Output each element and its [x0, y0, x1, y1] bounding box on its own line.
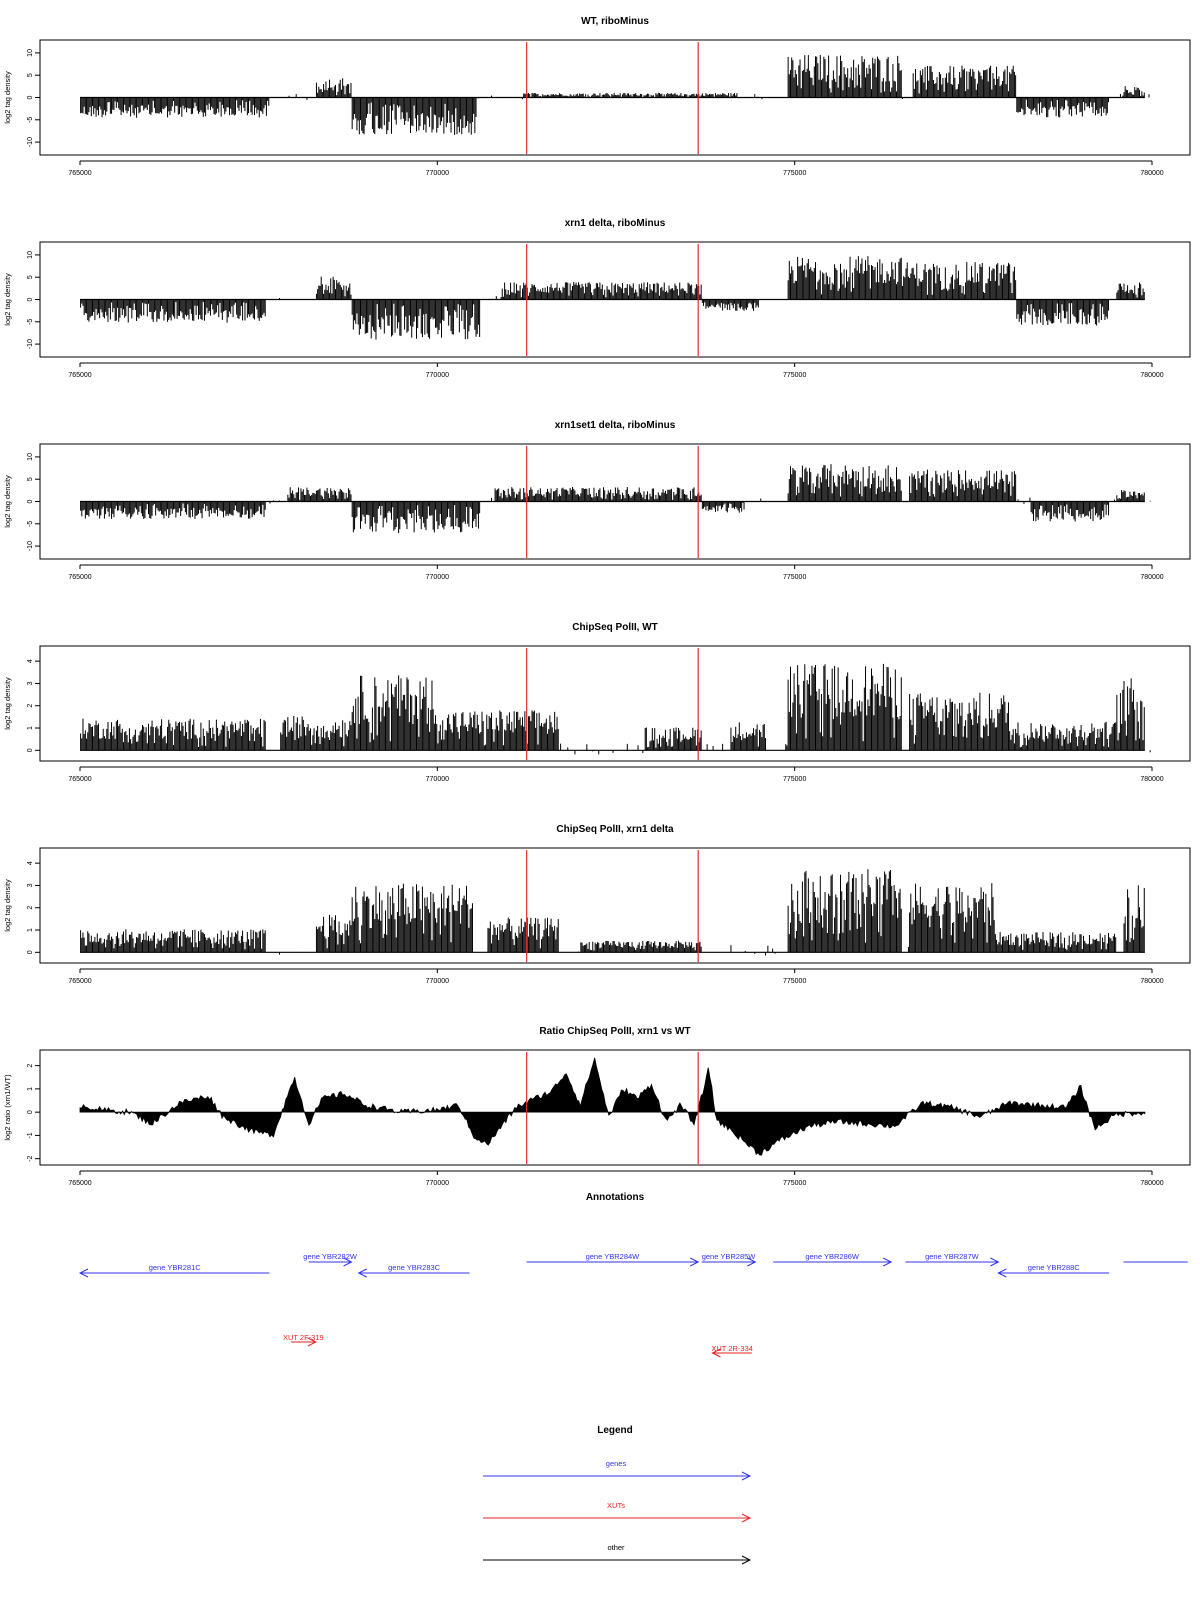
x-tick-label: 770000: [425, 776, 450, 783]
y-tick-label: 2: [27, 905, 34, 910]
y-tick-label: 5: [27, 73, 34, 78]
gene-arrow: [80, 1263, 269, 1277]
panel-2: [3, 218, 1190, 379]
signal-bars: [81, 256, 1145, 339]
gene-label: gene YBR284W: [585, 1252, 640, 1261]
x-tick-label: 780000: [1140, 372, 1164, 379]
gene-label: gene YBR287W: [925, 1252, 979, 1261]
legend-item-arrow: [483, 1501, 750, 1522]
panel-title: ChipSeq PolII, WT: [572, 622, 658, 633]
y-axis-label: log2 tag density: [3, 879, 12, 932]
xut-label: XUT 2F-319: [282, 1333, 324, 1342]
x-tick-label: 775000: [782, 776, 807, 783]
y-axis-label: log2 tag density: [3, 273, 12, 326]
y-tick-label: 1: [27, 928, 34, 932]
data-layer: [80, 869, 1145, 955]
y-tick-label: 4: [27, 861, 34, 866]
y-tick-label: 1: [27, 1086, 34, 1091]
data-layer: [80, 55, 1149, 135]
x-tick-label: 765000: [68, 776, 92, 783]
gene-label: gene YBR283C: [388, 1263, 441, 1272]
y-tick-label: 4: [27, 659, 34, 664]
gene-label: gene YBR288C: [1027, 1263, 1080, 1272]
y-axis-label: log2 ratio (xrn1/WT): [3, 1074, 12, 1141]
annotations-panel: [80, 1192, 1188, 1357]
panel-title: xrn1set1 delta, riboMinus: [554, 420, 676, 431]
y-axis-label: log2 tag density: [3, 475, 12, 528]
y-tick-label: 10: [27, 453, 34, 461]
x-tick-label: 765000: [68, 372, 92, 379]
annotations-title: Annotations: [585, 1192, 645, 1203]
panel-title: Ratio ChipSeq PolII, xrn1 vs WT: [539, 1026, 691, 1037]
y-tick-label: 0: [27, 95, 34, 100]
xut-arrow: [283, 1333, 324, 1346]
x-tick-label: 775000: [782, 978, 807, 985]
y-tick-label: 0: [27, 297, 34, 302]
xut-label: XUT 2R-334: [711, 1344, 753, 1353]
panel-1: [3, 16, 1190, 177]
signal-bars: [81, 869, 1145, 955]
gene-arrow: [527, 1252, 699, 1266]
legend-title: Legend: [597, 1425, 633, 1436]
data-layer: [80, 256, 1145, 339]
y-tick-label: 3: [27, 681, 34, 686]
x-tick-label: 765000: [68, 574, 92, 581]
gene-arrow: [905, 1252, 998, 1266]
y-axis-label: log2 tag density: [3, 71, 12, 124]
gene-label: gene YBR282W: [303, 1252, 357, 1261]
data-layer: [80, 464, 1150, 533]
y-tick-label: 10: [27, 49, 34, 57]
y-tick-label: -2: [27, 1155, 34, 1162]
x-tick-label: 775000: [782, 372, 807, 379]
y-tick-label: -5: [27, 520, 34, 527]
y-tick-label: -5: [27, 318, 34, 325]
x-tick-label: 770000: [425, 574, 450, 581]
panel-title: WT, riboMinus: [581, 16, 649, 27]
x-tick-label: 780000: [1140, 1180, 1164, 1187]
panel-title: ChipSeq PolII, xrn1 delta: [556, 824, 674, 835]
panel-3: [3, 420, 1190, 581]
legend-item-label: other: [607, 1543, 625, 1552]
legend-item-label: genes: [605, 1459, 627, 1468]
gene-label: gene YBR281C: [148, 1263, 201, 1272]
x-tick-label: 770000: [425, 170, 450, 177]
gene-label: gene YBR285W: [701, 1252, 756, 1261]
y-tick-label: -10: [27, 137, 34, 148]
y-tick-label: 0: [27, 748, 34, 753]
legend-item-arrow: [483, 1459, 750, 1480]
x-tick-label: 780000: [1140, 574, 1164, 581]
y-tick-label: -10: [27, 339, 34, 350]
panel-title: xrn1 delta, riboMinus: [564, 218, 666, 229]
y-tick-label: -1: [27, 1132, 34, 1139]
y-tick-label: 1: [27, 726, 34, 730]
x-tick-label: 770000: [425, 978, 450, 985]
y-tick-label: 0: [27, 950, 34, 955]
xut-arrow: [711, 1344, 753, 1357]
x-tick-label: 765000: [68, 170, 92, 177]
panel-4: [3, 622, 1190, 783]
x-tick-label: 765000: [68, 978, 92, 985]
x-tick-label: 770000: [425, 1180, 450, 1187]
gene-arrow: [998, 1263, 1109, 1277]
legend-panel: [483, 1425, 750, 1564]
y-tick-label: 0: [27, 1110, 34, 1115]
x-tick-label: 770000: [425, 372, 450, 379]
y-axis-label: log2 tag density: [3, 677, 12, 730]
legend-item-label: XUTs: [607, 1501, 625, 1510]
y-tick-label: 2: [27, 1063, 34, 1068]
x-tick-label: 775000: [782, 1180, 807, 1187]
data-layer: [80, 1058, 1145, 1155]
x-tick-label: 780000: [1140, 170, 1164, 177]
gene-arrow: [702, 1252, 757, 1266]
y-tick-label: -5: [27, 116, 34, 123]
gene-arrow: [359, 1263, 470, 1277]
x-tick-label: 765000: [68, 1180, 92, 1187]
gene-arrow: [773, 1252, 891, 1266]
x-tick-label: 780000: [1140, 776, 1164, 783]
x-tick-label: 775000: [782, 574, 807, 581]
ratio-area: [80, 1058, 1145, 1155]
legend-item-arrow: [483, 1543, 750, 1564]
y-tick-label: 0: [27, 499, 34, 504]
signal-bars: [81, 664, 1151, 755]
gene-label: gene YBR286W: [805, 1252, 860, 1261]
y-tick-label: -10: [27, 541, 34, 552]
data-layer: [80, 664, 1150, 755]
y-tick-label: 2: [27, 703, 34, 708]
y-tick-label: 10: [27, 251, 35, 259]
gene-arrow: [303, 1252, 358, 1266]
signal-bars: [81, 55, 1149, 135]
x-tick-label: 780000: [1140, 978, 1164, 985]
y-tick-label: 5: [27, 477, 34, 482]
panel-5: [3, 824, 1190, 985]
panel-6: [3, 1026, 1190, 1187]
x-tick-label: 775000: [782, 170, 807, 177]
signal-bars: [81, 464, 1151, 533]
y-tick-label: 3: [27, 883, 34, 888]
y-tick-label: 5: [27, 275, 34, 280]
